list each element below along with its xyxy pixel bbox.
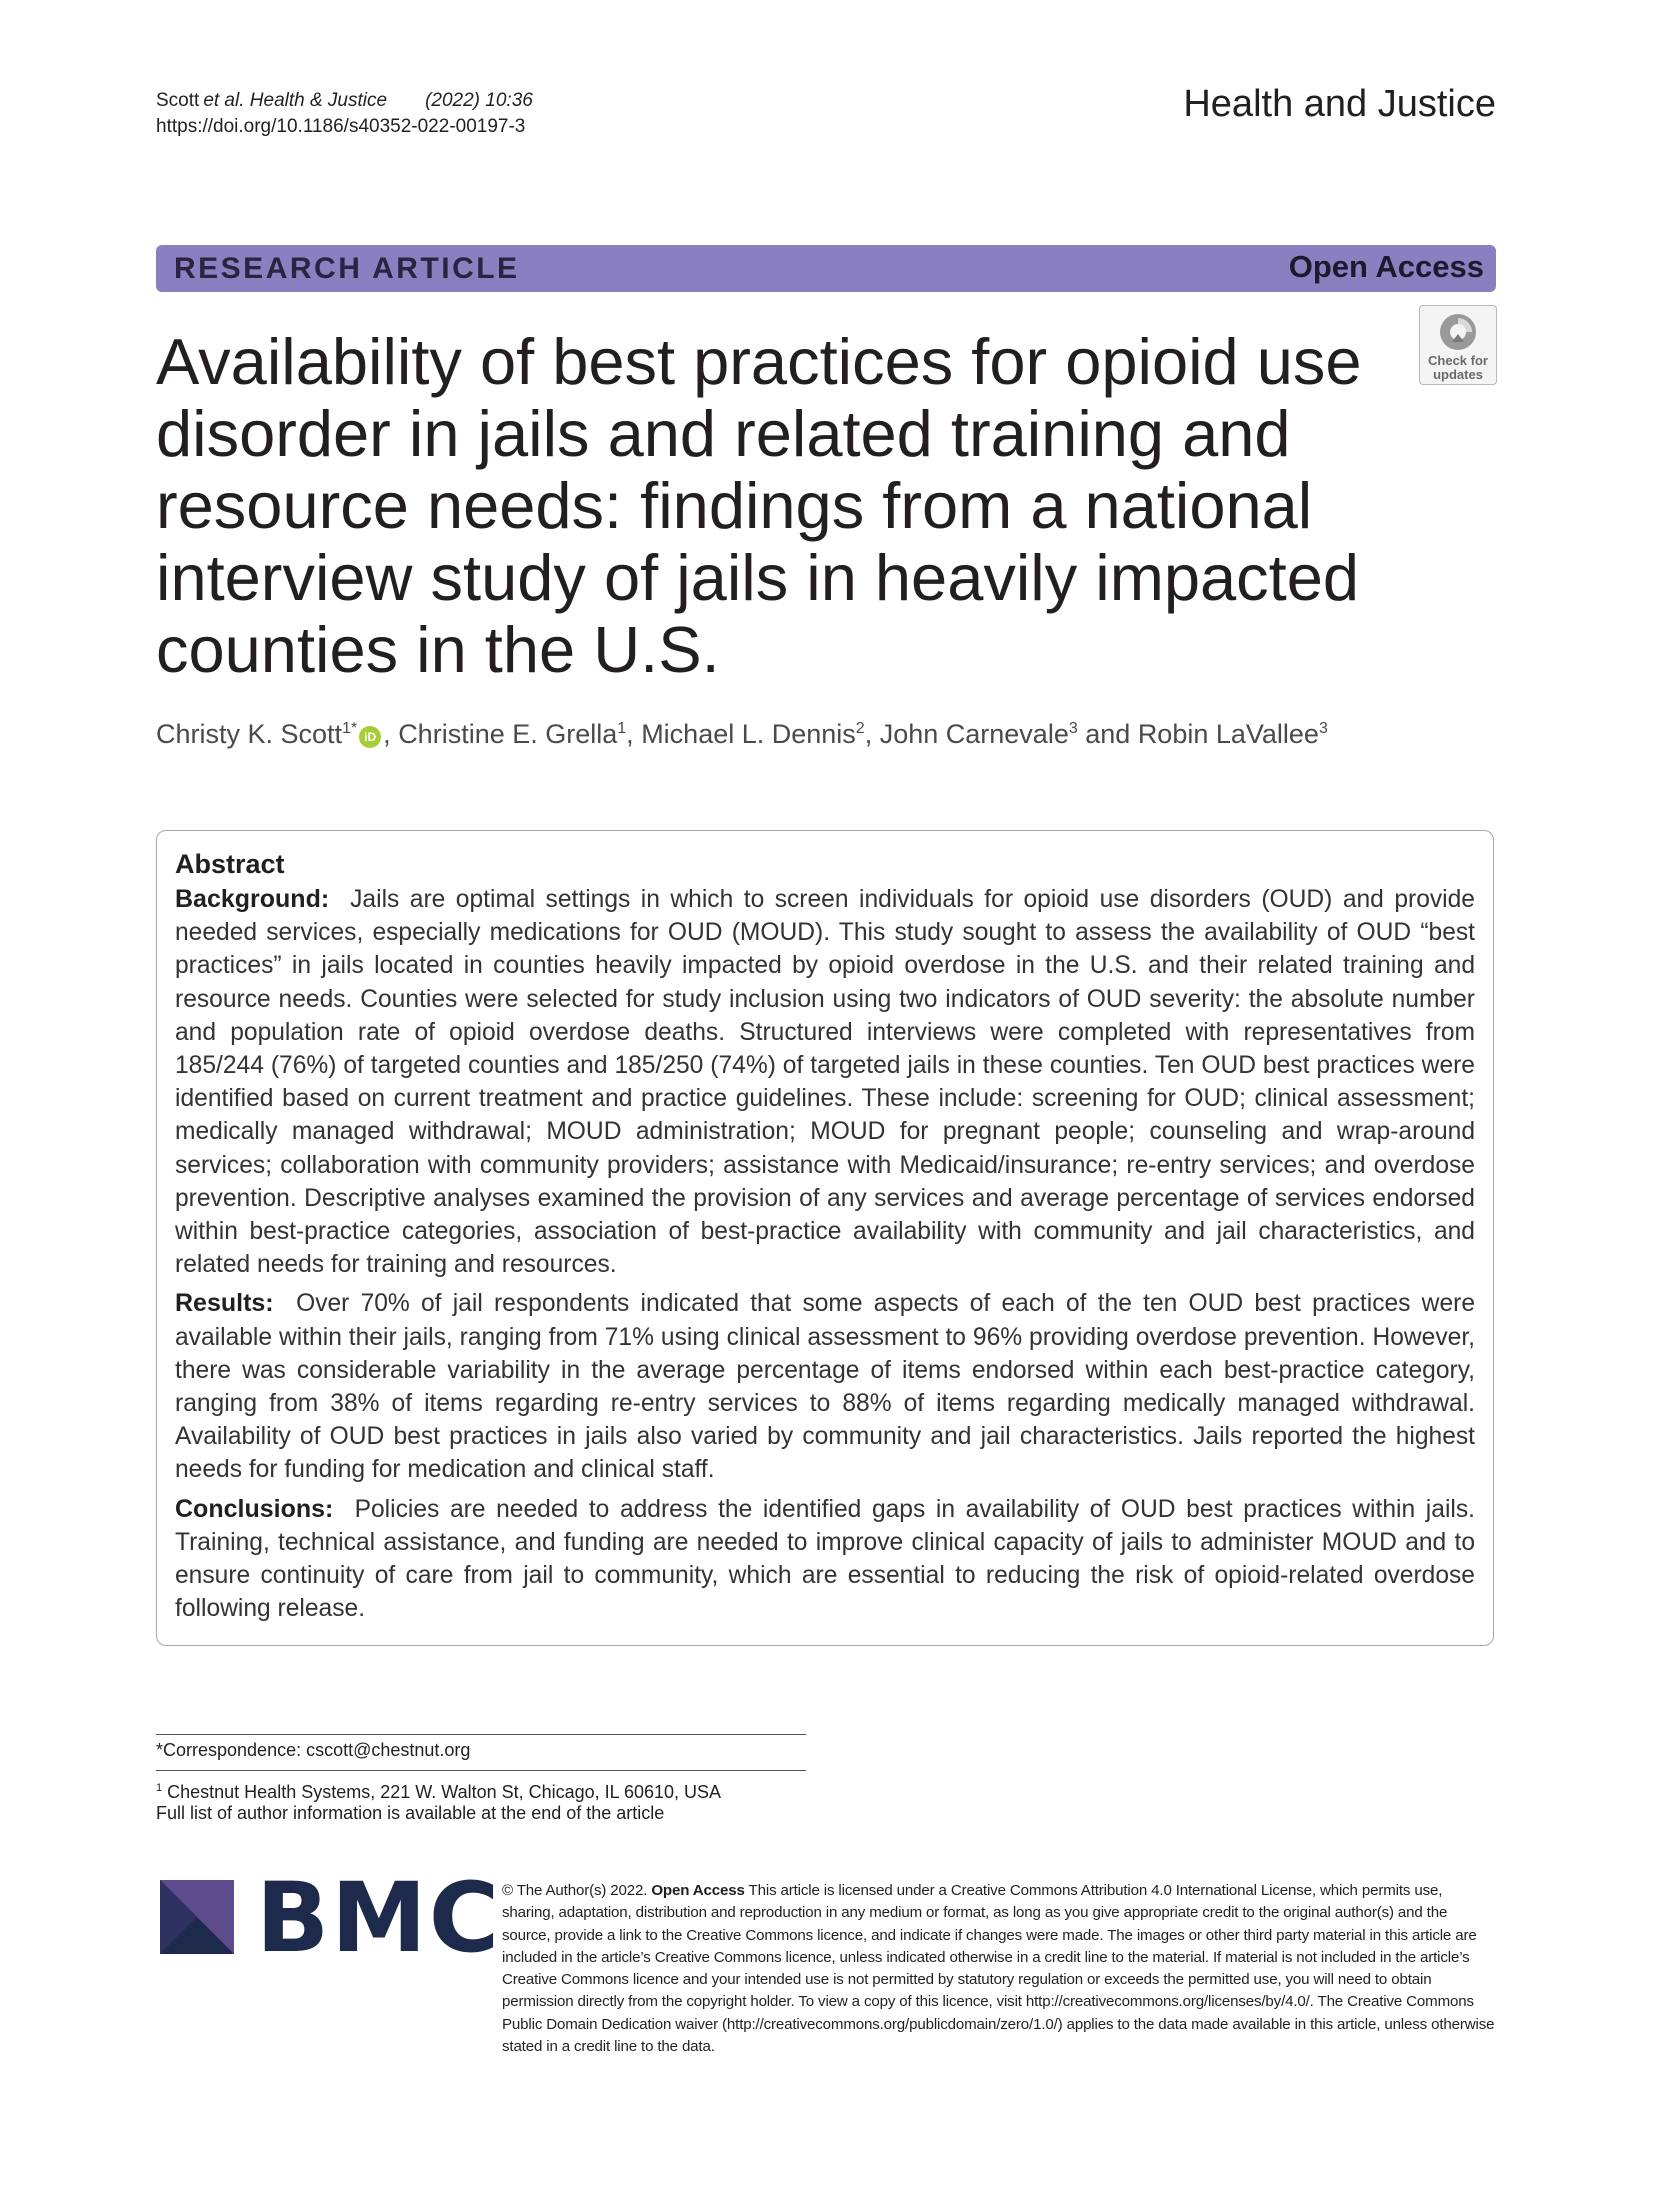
license-open-access: Open Access — [651, 1882, 745, 1899]
author-name[interactable]: Robin LaVallee — [1137, 719, 1319, 749]
affiliation-number: 1 — [156, 1782, 163, 1794]
conclusions-text: Policies are needed to address the identified gaps in availability of OUD best practices within jails. Training, technical assistance, and funding are needed to improve clinical capacity of jails to administer MOUD and to ensure continuity of care from jail to community, which are essential to reducing the risk of opioid-related overdose following release. — [175, 1495, 1475, 1623]
author-separator: and — [1077, 719, 1138, 749]
affiliation-text: Chestnut Health Systems, 221 W. Walton St, Chicago, IL 60610, USA — [162, 1782, 722, 1802]
crossmark-icon — [1438, 312, 1478, 352]
author-info-note: Full list of author information is available at the end of the article — [156, 1803, 665, 1823]
bmc-logo[interactable] — [160, 1862, 502, 1974]
author-name[interactable]: Christy K. Scott — [156, 719, 343, 749]
author-list — [156, 712, 1328, 751]
correspondence-note: *Correspondence: cscott@chestnut.org — [156, 1740, 471, 1760]
author-separator: , — [864, 719, 880, 749]
author-name[interactable]: John Carnevale — [879, 719, 1069, 749]
license-body: This article is licensed under a Creative Commons Attribution 4.0 International License, which permits use, sharing, adaptation, distribution and reproduction in any medium or format, as long as you give appropriate credit to the original author(s) and the source, provide a link to the Creative Commons licence, and indicate if changes were made. The images or other third party material in this article are included in the article’s Creative Commons licence, unless indicated otherwise in a credit line to the material. If material is not included in the article’s Creative Commons licence and your intended use is not permitted by statutory regulation or exceeds the permitted use, you will need to obtain permission directly from the copyright holder. To view a copy of this licence, visit http://creativecommons.org/licenses/by/4.0/. The Creative Commons Public Domain Dedication waiver (http://creativecommons.org/publicdomain/zero/1.0/) applies to the data made available in this article, unless otherwise stated in a credit line to the data. — [502, 1882, 1495, 2056]
author-name[interactable]: Christine E. Grella — [398, 719, 618, 749]
author-affiliation: 1* — [342, 720, 358, 737]
author-separator: , — [383, 719, 399, 749]
bmc-mark-icon — [160, 1880, 240, 1954]
article-title: Availability of best practices for opioid use disorder in jails and related training and resource needs: findings from a national interview study of jails in heavily impacted counties in the U.S. — [156, 325, 1362, 686]
citation-header — [156, 88, 533, 140]
results-text: Over 70% of jail respondents indicated that some aspects of each of the ten OUD best practices were available within their jails, ranging from 71% using clinical assessment to 96% providing overdose prevention. However, there was considerable variability in the average percentage of items endorsed within each best-practice category, ranging from 38% of items regarding re-entry services to 88% of items regarding medically managed withdrawal. Availability of OUD best practices in jails also varied by community and jail characteristics. Jails reported the highest needs for funding for medication and clinical staff. — [175, 1290, 1475, 1484]
copyright-text: © The Author(s) 2022. — [502, 1882, 652, 1899]
conclusions-label: Conclusions: — [175, 1494, 334, 1523]
citation-year-volume: (2022) 10:36 — [425, 90, 533, 111]
abstract-heading: Abstract — [175, 849, 285, 879]
author-affiliation: 1 — [617, 720, 627, 737]
author-affiliation: 2 — [855, 720, 865, 737]
article-type-label: RESEARCH ARTICLE — [174, 252, 520, 285]
background-text: Jails are optimal settings in which to screen individuals for opioid use disorders (OUD) and provide needed services, especially medications for OUD (MOUD). This study sought to assess the availability of OUD “best practices” in jails located in counties heavily impacted by opioid overdose in the U.S. and their related training and resource needs. Counties were selected for study inclusion using two indicators of OUD severity: the absolute number and population rate of opioid overdose deaths. Structured interviews were completed with representatives from 185/244 (76%) of targeted counties and 185/250 (74%) of targeted jails in these counties. Ten OUD best practices were identified based on current treatment and practice guidelines. These include: screening for OUD; clinical assessment; medically managed withdrawal; MOUD administration; MOUD for pregnant people; counseling and wrap-around services; collaboration with community providers; assistance with Medicaid/insurance; re-entry services; and overdose prevention. Descriptive analyses examined the provision of any services and average percentage of services endorsed within best-practice categories, association of best-practice availability with community and jail characteristics, and related needs for training and resources. — [175, 886, 1475, 1279]
bmc-logo-text: BMC — [256, 1862, 502, 1974]
abstract-box — [156, 830, 1494, 1646]
journal-name: Health and Justice — [1183, 83, 1496, 125]
citation-journal: et al. Health & Justice — [203, 90, 388, 111]
footnote-divider — [156, 1734, 806, 1735]
check-updates-line2: updates — [1433, 367, 1483, 382]
citation-author: Scott — [156, 90, 200, 111]
abstract-background — [175, 883, 1475, 1281]
license-text — [502, 1880, 1496, 2058]
doi-link[interactable]: https://doi.org/10.1186/s40352-022-00197-3 — [156, 116, 526, 137]
author-affiliation: 3 — [1318, 720, 1328, 737]
background-label: Background: — [175, 885, 330, 913]
check-for-updates-badge[interactable] — [1419, 305, 1497, 385]
results-label: Results: — [175, 1289, 274, 1318]
author-name[interactable]: Michael L. Dennis — [641, 719, 856, 749]
article-type-banner — [156, 245, 1496, 292]
author-separator: , — [626, 719, 642, 749]
open-access-label: Open Access — [1288, 249, 1484, 284]
orcid-icon[interactable]: iD — [359, 726, 381, 748]
check-updates-line1: Check for — [1428, 353, 1488, 368]
author-affiliation: 3 — [1068, 720, 1078, 737]
abstract-conclusions — [175, 1493, 1475, 1626]
abstract-results — [175, 1287, 1475, 1486]
footnote-divider — [156, 1770, 806, 1771]
